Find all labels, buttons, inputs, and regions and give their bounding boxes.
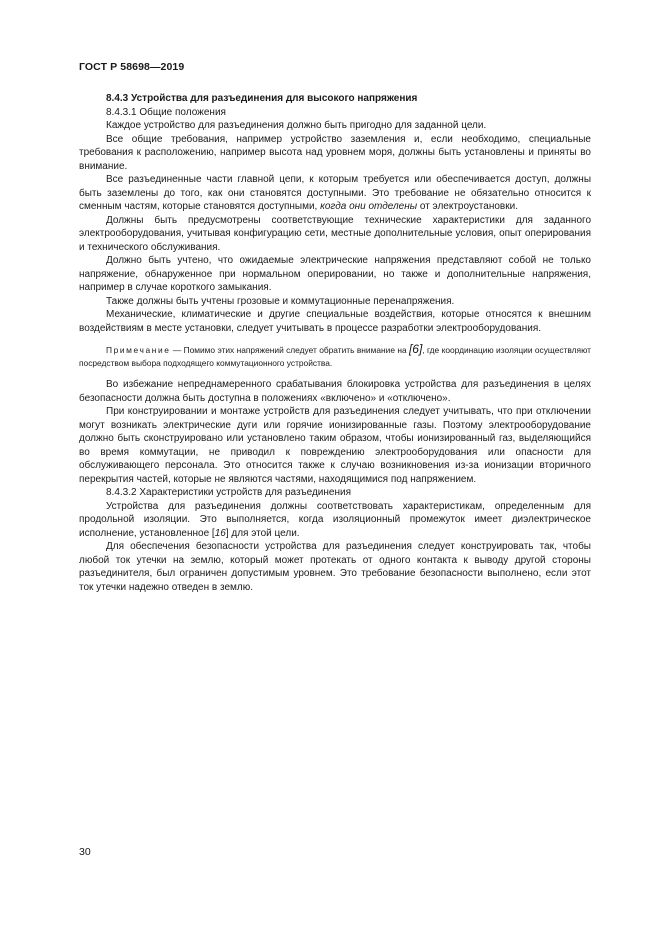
paragraph-5: Должно быть учтено, что ожидаемые электрические напряжения представляют собой не только напряжение, обнаруженное при нормальном оперировании, но также и дополнительные напряжения, например в случае короткого замыкания.	[79, 255, 591, 293]
paragraph-6: Также должны быть учтены грозовые и коммутационные перенапряжения.	[106, 295, 455, 307]
paragraph-10-reference: 16	[214, 527, 226, 539]
paragraph-11: Для обеспечения безопасности устройства для разъединения следует конструировать так, чтобы любой ток утечки на землю, который может протекать от одного контакта к выводу другой стороны разъединителя, был ограничен допустимым уровнем. Это требование безопасности выполнено, если этот ток утечки надежно отведен в землю.	[79, 541, 591, 593]
document-header: ГОСТ Р 58698—2019	[79, 61, 185, 73]
note-text-a: — Помимо этих напряжений следует обратить внимание на	[170, 345, 409, 355]
subsection-heading-8-4-3-2: 8.4.3.2 Характеристики устройств для разъединения	[106, 487, 351, 498]
subsection-heading-8-4-3-1: 8.4.3.1 Общие положения	[106, 106, 226, 118]
note-reference: [6]	[408, 342, 423, 356]
paragraph-9: При конструировании и монтаже устройств для разъединения следует учитывать, что при отключении могут возникать электрические дуги или горячие ионизированные газы. Поэтому электрооборудование должно быть сконструировано или установлено таким образом, чтобы ионизированный газ, выделяющийся во время коммутации, не приводил к повреждению электрооборудования или опасности для обслуживающего персонала. Это относится также к случаю возникновения из-за ионизации вторичного перекрытия частей, которые не являются частями, находящимися под напряжением.	[79, 406, 591, 485]
paragraph-7: Механические, климатические и другие специальные воздействия, которые относятся к внешним воздействиям в месте установки, следует учитывать в процессе разработки электрооборудования.	[79, 309, 591, 334]
page-number: 30	[79, 846, 91, 858]
paragraph-8: Во избежание непреднамеренного срабатывания блокировка устройства для разъединения в целях безопасности должна быть доступна в положениях «включено» и «отключено».	[79, 379, 591, 404]
paragraph-1: Каждое устройство для разъединения должно быть пригодно для заданной цели.	[106, 120, 487, 131]
note-label: Примечание	[106, 345, 171, 355]
note-text-b: , где координацию изоляции осуществляют посредством выбора подходящего коммутационного устройства.	[79, 345, 592, 368]
paragraph-2: Все общие требования, например устройство заземления и, если необходимо, специальные требования к расположению, например высота над уровнем моря, должны быть установлены и приняты во внимание.	[79, 133, 591, 172]
paragraph-3-text-a: Все разъединенные части главной цепи, к которым требуется или обеспечивается доступ, должны быть заземлены до того, как они становятся доступными. Это требование не обязательно относится к сменным частям, которые становятся доступными,	[79, 174, 591, 212]
paragraph-10	[79, 500, 591, 541]
paragraph-3-emphasis: когда они отделены	[320, 201, 418, 212]
paragraph-3-text-b: от электроустановки.	[417, 201, 518, 212]
paragraph-10-text-a: Устройства для разъединения должны соответствовать характеристикам, определенным для продольной изоляции. Это выполняется, когда изоляционный промежуток имеет диэлектрическое исполнение, установленное [	[79, 500, 591, 539]
section-heading-8-4-3: 8.4.3 Устройства для разъединения для высокого напряжения	[106, 93, 418, 104]
document-body	[79, 92, 591, 594]
paragraph-4: Должны быть предусмотрены соответствующие технические характеристики для заданного электрооборудования, учитывая конфигурацию сети, местные дополнительные условия, опыт оперирования и технического обслуживания.	[79, 214, 591, 253]
paragraph-10-text-b: ] для этой цели.	[225, 527, 300, 539]
paragraph-3	[79, 173, 591, 214]
note	[79, 343, 591, 369]
